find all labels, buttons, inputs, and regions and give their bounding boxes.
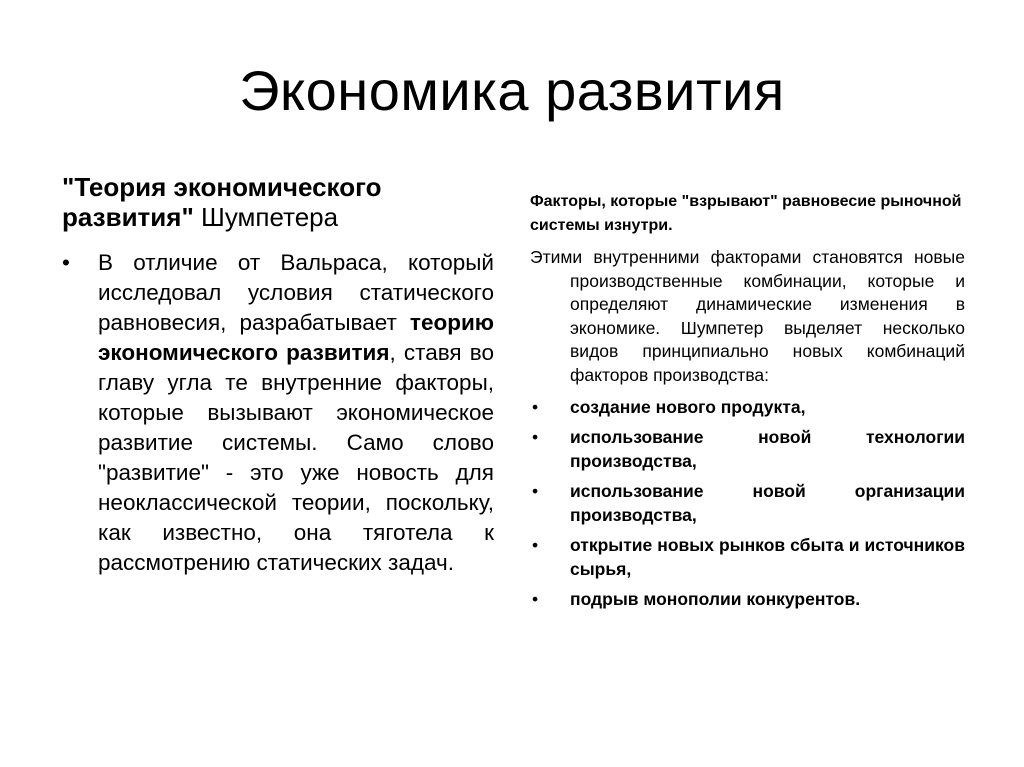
- right-column: [530, 190, 965, 617]
- list-item: [530, 425, 965, 473]
- left-heading-bold: "Теория экономического развития": [62, 172, 382, 232]
- left-paragraph-before: В отличие от Вальраса, который исследовал условия статического равновесия, разрабатывает: [98, 250, 494, 335]
- left-paragraph-bold: теорию экономического развития: [98, 310, 494, 365]
- list-item: [530, 533, 965, 581]
- list-item-text: открытие новых рынков сбыта и источников сырья,: [570, 535, 965, 579]
- left-paragraph-after: , ставя во главу угла те внутренние факторы, которые вызывают экономическое развитие системы. Само слово "развитие" - это уже новость для неоклассической теории, поскольку, как известно, она тяготела к рассмотрению статических задач.: [98, 340, 495, 575]
- bullet-icon: •: [62, 250, 70, 275]
- list-item: [530, 395, 965, 419]
- bullet-icon: •: [532, 589, 539, 609]
- list-item-text: использование новой организации производства,: [570, 481, 965, 525]
- list-item-text: подрыв монополии конкурентов.: [570, 589, 861, 609]
- list-item: [530, 479, 965, 527]
- left-heading: [62, 172, 494, 232]
- left-heading-normal: Шумпетера: [193, 202, 339, 232]
- right-heading: Факторы, которые "взрывают" равновесие рыночной системы изнутри.: [530, 193, 962, 234]
- list-item: [530, 587, 965, 611]
- left-column: [62, 172, 494, 578]
- bullet-icon: •: [532, 481, 539, 501]
- left-bullet-item: [62, 248, 494, 578]
- list-item-text: использование новой технологии производства,: [570, 427, 965, 471]
- factor-list: [530, 395, 965, 611]
- right-intro: Этими внутренними факторами становятся новые производственные комбинации, которые и определяют динамические изменения в экономике. Шумпетер выделяет несколько видов принципиально новых комбинаций факторов производства:: [530, 247, 965, 385]
- bullet-icon: •: [532, 535, 539, 555]
- left-paragraph-text: [98, 250, 494, 575]
- list-item-text: создание нового продукта,: [570, 397, 806, 417]
- slide-title: Экономика развития: [239, 59, 785, 122]
- bullet-icon: •: [532, 427, 539, 447]
- bullet-icon: •: [532, 397, 539, 417]
